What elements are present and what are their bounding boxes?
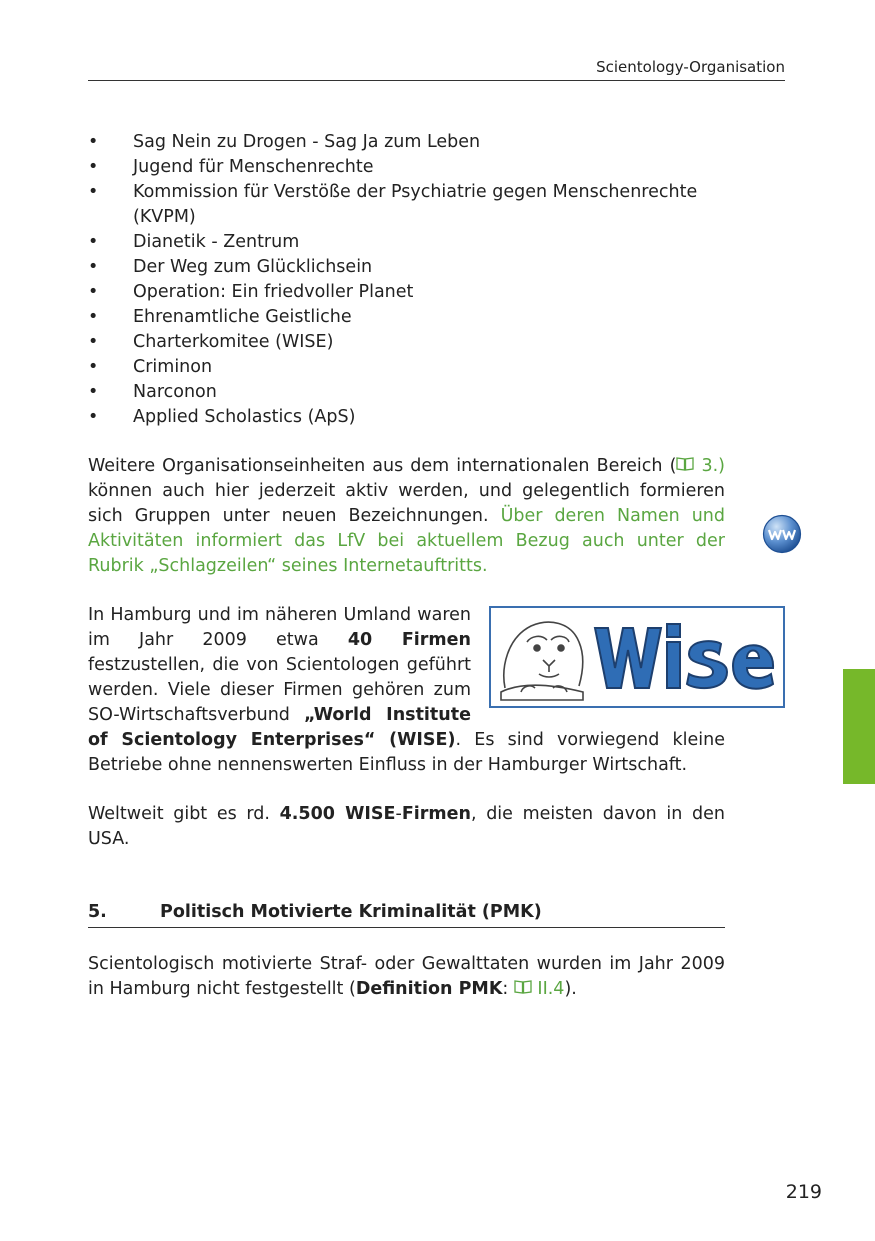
internet-hint: Über deren Namen und Aktivitäten informiert das LfV bei aktuellem Bezug auch unter der Rubrik „Schlagzeilen“ seines Internetauftritts. [88,506,726,576]
list-item: • Criminon [88,355,725,380]
list-item: • Kommission für Verstöße der Psychiatrie gegen Menschenrechte (KVPM) [88,182,698,227]
www-globe-icon[interactable] [762,514,802,554]
bullet: • [88,182,99,202]
section-title: Politisch Motivierte Kriminalität (PMK) [160,902,542,922]
book-icon [514,979,532,994]
organisation-list [88,130,725,430]
list-item: • Jugend für Menschenrechte [88,155,725,180]
bullet: • [88,232,99,252]
wise-logo [489,606,785,708]
page-number: 219 [785,1181,822,1203]
bullet: • [88,332,99,352]
section-number: 5. [88,902,107,922]
list-item: • Operation: Ein friedvoller Planet [88,280,725,305]
list-item: • Der Weg zum Glücklichsein [88,255,725,280]
running-header [88,58,785,81]
book-icon [676,456,694,471]
chapter-tab [843,669,875,784]
page-content [88,130,725,1002]
paragraph-worldwide: Weltweit gibt es rd. 4.500 WISE-Firmen, die meisten davon in den USA. [88,804,725,849]
bullet: • [88,357,99,377]
header-title: Scientology-Organisation [596,58,785,76]
bullet: • [88,132,99,152]
list-item: • Charterkomitee (WISE) [88,330,725,355]
bullet: • [88,382,99,402]
lion-illustration [491,608,783,706]
bullet: • [88,307,99,327]
list-item: • Applied Scholastics (ApS) [88,405,725,430]
list-item: • Ehrenamtliche Geistliche [88,305,725,330]
cross-reference[interactable]: II.4 [514,979,565,999]
paragraph-firms: In Hamburg und im näheren Umland waren im Jahr 2009 etwa 40 Firmen festzustellen, die von Scientologen geführt werden. Viele dieser Firmen gehören zum SO-Wirtschaftsverbund „World Institute of Scientology Enterprises“ (WISE). Es sind vorwiegend kleine Betriebe ohne nennenswerten Einfluss in der Hamburger Wirtschaft. [88,603,725,778]
list-item: • Dianetik - Zentrum [88,230,725,255]
bullet: • [88,157,99,177]
list-item: • Sag Nein zu Drogen - Sag Ja zum Leben [88,130,725,155]
list-item: • Narconon [88,380,725,405]
section-heading [88,900,725,928]
paragraph-pmk: Scientologisch motivierte Straf- oder Gewalttaten wurden im Jahr 2009 in Hamburg nicht festgestellt (Definition PMK: II.4). [88,954,725,999]
bullet: • [88,407,99,427]
cross-reference[interactable]: 3.) [676,456,725,476]
bullet: • [88,282,99,302]
bullet: • [88,257,99,277]
paragraph-organisations: Weitere Organisationseinheiten aus dem internationalen Bereich ( 3.) können auch hier jederzeit aktiv werden, und gelegentlich formieren sich Gruppen unter neuen Bezeichnungen. Über deren Namen und Aktivitäten informiert das LfV bei aktuellem Bezug auch unter der Rubrik „Schlagzeilen“ seines Internetauftritts. [88,456,726,576]
